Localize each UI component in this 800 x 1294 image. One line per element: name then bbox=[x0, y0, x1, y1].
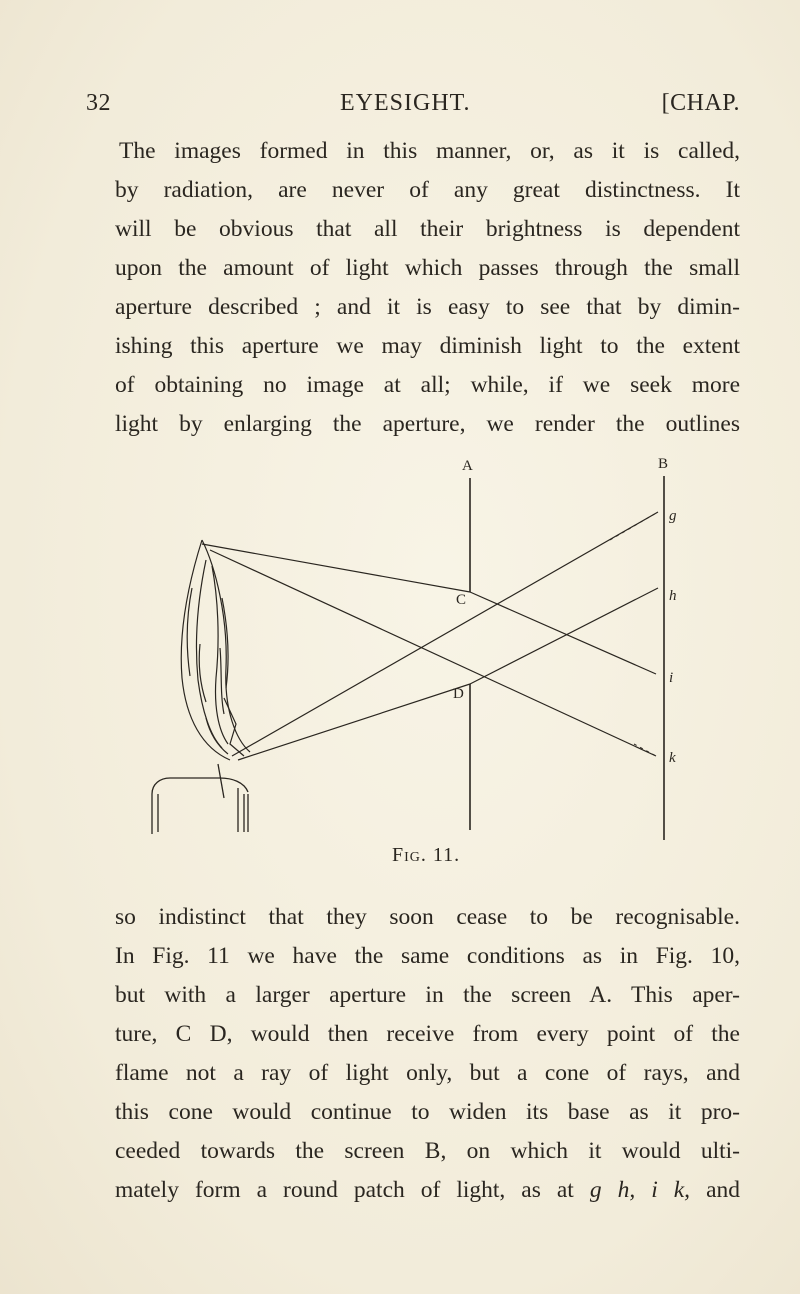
ray bbox=[202, 544, 470, 592]
label-d: D bbox=[453, 686, 464, 702]
caption-number: 11. bbox=[432, 844, 461, 866]
text-line: In Fig. 11 we have the same conditions as in Fig. 10, bbox=[115, 943, 740, 969]
figure-caption bbox=[392, 844, 460, 867]
paragraph-top bbox=[115, 132, 740, 444]
label-h: h bbox=[669, 588, 677, 604]
chapter-marker: [CHAP. bbox=[661, 90, 740, 116]
text-line: flame not a ray of light only, but a cone of rays, and bbox=[115, 1060, 740, 1086]
candle-base bbox=[152, 764, 248, 834]
text-line: will be obvious that all their brightness is dependent bbox=[115, 216, 740, 242]
label-c: C bbox=[456, 592, 467, 608]
text-line: but with a larger aperture in the screen A. This aper- bbox=[115, 982, 740, 1008]
candle-flame bbox=[181, 540, 250, 760]
ray-dash bbox=[634, 744, 656, 756]
text-run: and bbox=[706, 1177, 740, 1203]
ray bbox=[470, 588, 658, 684]
text-run-italic: i k, bbox=[651, 1177, 691, 1203]
text-line: by radiation, are never of any great distinctness. It bbox=[115, 177, 740, 203]
text-line: upon the amount of light which passes through the small bbox=[115, 255, 740, 281]
ray bbox=[210, 550, 656, 756]
text-line: aperture described ; and it is easy to see that by dimin- bbox=[115, 294, 740, 320]
text-line-final bbox=[115, 1171, 740, 1210]
text-line: this cone would continue to widen its base as it pro- bbox=[115, 1099, 740, 1125]
ray bbox=[238, 684, 470, 760]
label-g: g bbox=[669, 508, 677, 524]
caption-prefix: Fig. bbox=[392, 844, 427, 866]
label-a: A bbox=[462, 458, 473, 474]
text-line: so indistinct that they soon cease to be recognisable. bbox=[115, 904, 740, 930]
running-title: EYESIGHT. bbox=[340, 90, 471, 116]
label-i: i bbox=[669, 670, 674, 686]
figure-11-diagram bbox=[140, 448, 700, 848]
label-k: k bbox=[669, 750, 676, 766]
label-b: B bbox=[658, 456, 669, 472]
text-run-italic: g h, bbox=[589, 1177, 636, 1203]
running-header bbox=[86, 90, 740, 124]
ray bbox=[232, 512, 658, 756]
text-line: light by enlarging the aperture, we render the outlines bbox=[115, 411, 740, 437]
text-line: ishing this aperture we may diminish light to the extent bbox=[115, 333, 740, 359]
paragraph-bottom bbox=[115, 898, 740, 1210]
text-line: ceeded towards the screen B, on which it would ulti- bbox=[115, 1138, 740, 1164]
page-number: 32 bbox=[86, 90, 111, 116]
text-line: ture, C D, would then receive from every point of the bbox=[115, 1021, 740, 1047]
text-line: of obtaining no image at all; while, if we seek more bbox=[115, 372, 740, 398]
text-run: mately form a round patch of light, as at bbox=[115, 1177, 574, 1203]
text-line: The images formed in this manner, or, as it is called, bbox=[119, 138, 740, 164]
